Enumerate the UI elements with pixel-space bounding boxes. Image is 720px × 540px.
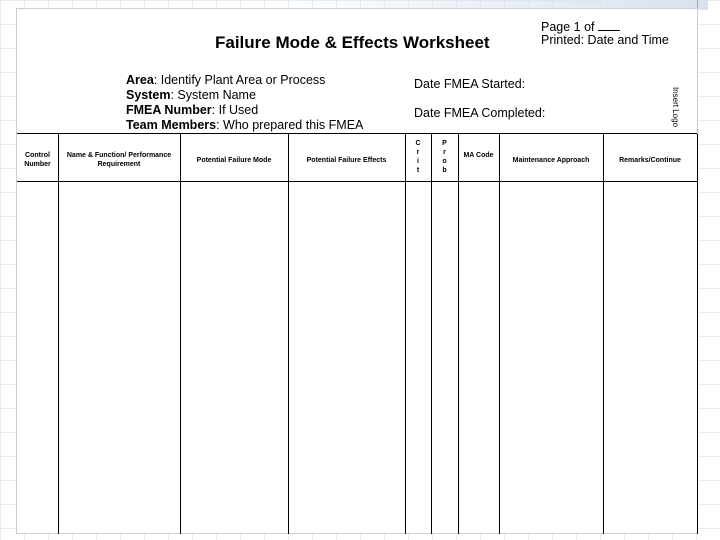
team-members-key: Team Members xyxy=(126,118,217,132)
header-remarks: Remarks/Continue xyxy=(619,157,681,164)
header-name-function: Name & Function/ Performance Requirement xyxy=(66,152,172,168)
team-members-line xyxy=(126,118,363,132)
printed-date: Printed: Date and Time xyxy=(541,33,669,47)
header-failure-mode: Potential Failure Mode xyxy=(196,157,272,164)
col-maintenance-approach xyxy=(499,134,604,534)
page-number xyxy=(541,19,620,34)
system-value: : System Name xyxy=(170,88,256,102)
area-line xyxy=(126,73,325,87)
header-crit: C r i t xyxy=(415,140,421,174)
team-members-value: : Who prepared this FMEA xyxy=(216,118,364,132)
fmea-table xyxy=(17,133,697,534)
fmea-number-key: FMEA Number xyxy=(126,103,212,117)
header-maintenance-approach: Maintenance Approach xyxy=(512,157,590,164)
fmea-number-value: : If Used xyxy=(211,103,259,117)
col-remarks xyxy=(603,134,698,534)
col-failure-mode xyxy=(180,134,289,534)
header-control-number: Control Number xyxy=(24,152,51,168)
header-ma-code: MA Code xyxy=(463,152,494,159)
area-key: Area xyxy=(126,73,154,87)
col-prob xyxy=(431,134,459,534)
col-ma-code xyxy=(458,134,500,534)
date-started-label: Date FMEA Started: xyxy=(414,77,526,91)
header-failure-effects: Potential Failure Effects xyxy=(306,157,387,164)
page-number-label: Page 1 of xyxy=(541,20,595,34)
col-failure-effects xyxy=(288,134,406,534)
col-control-number xyxy=(17,134,59,534)
page-total-blank xyxy=(598,19,620,31)
col-name-function xyxy=(58,134,181,534)
logo-placeholder-label: Insert Logo xyxy=(671,87,680,128)
header-divider xyxy=(17,181,697,182)
worksheet-page xyxy=(16,8,698,534)
worksheet-title: Failure Mode & Effects Worksheet xyxy=(215,33,490,52)
system-line xyxy=(126,88,256,102)
area-value: : Identify Plant Area or Process xyxy=(153,73,326,87)
fmea-number-line xyxy=(126,103,258,117)
date-completed-label: Date FMEA Completed: xyxy=(414,106,546,120)
col-crit xyxy=(405,134,432,534)
header-prob: P r o b xyxy=(442,140,447,174)
system-key: System xyxy=(126,88,171,102)
